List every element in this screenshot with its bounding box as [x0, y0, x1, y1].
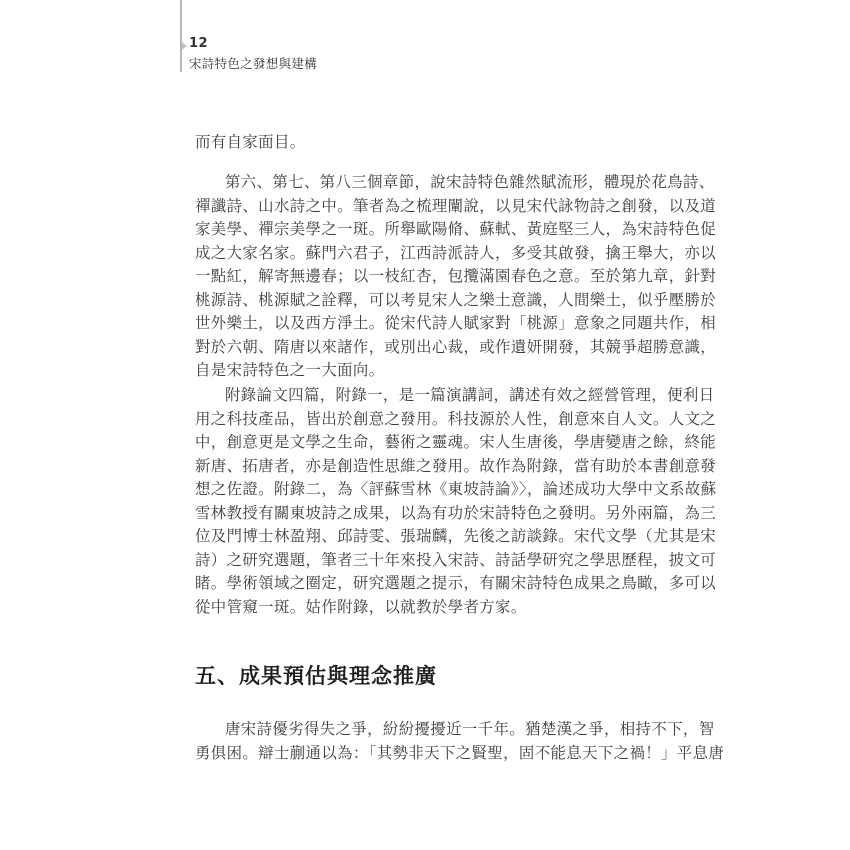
text-line: 詩）之研究選題，筆者三十年來投入宋詩、詩話學研究之學思歷程，披文可	[195, 550, 717, 569]
text-line: 睹。學術領域之圈定，研究選題之提示，有關宋詩特色成果之鳥瞰，多可以	[195, 574, 717, 592]
text-line: 想之佐證。附錄二，為〈評蘇雪林《東坡詩論》〉，論述成功大學中文系故蘇	[195, 480, 717, 498]
text-line: 第六、第七、第八三個章節，說宋詩特色雜然賦流形，體現於花鳥詩、	[225, 173, 715, 191]
text-line: 位及門博士林盈翔、邱詩雯、張瑞麟，先後之訪談錄。宋代文學（尤其是宋	[195, 527, 717, 545]
text-line: 成之大家名家。蘇門六君子，江西詩派詩人，多受其啟發，擒王舉大，亦以	[195, 243, 717, 262]
paragraph-section-intro	[195, 718, 725, 765]
page-number: 12	[189, 36, 209, 51]
text-line: 新唐、拓唐者，亦是創造性思維之發用。故作為附錄，當有助於本書創意發	[195, 456, 717, 475]
running-title: 宋詩特色之發想與建構	[189, 56, 318, 71]
paragraph-chapters	[195, 171, 717, 383]
text-line: 世外樂土，以及西方淨土。從宋代詩人賦家對「桃源」意象之同題共作，相	[195, 314, 717, 332]
paragraph-continuation	[195, 131, 675, 155]
margin-rule	[180, 0, 182, 72]
section-heading: 五、成果預估與理念推廣	[195, 664, 437, 688]
text-line: 中，創意更是文學之生命，藝術之靈魂。宋人生唐後，學唐變唐之餘，終能	[195, 433, 717, 451]
paragraph-appendix	[195, 384, 717, 619]
text-line: 雪林教授有關東坡詩之成果，以為有功於宋詩特色之發明。另外兩篇，為三	[195, 503, 717, 522]
text-line: 禪讖詩、山水詩之中。筆者為之梳理闡說，以見宋代詠物詩之創發，以及道	[195, 196, 717, 215]
text-line: 勇俱困。辯士蒯通以為：「其勢非天下之賢聖，固不能息天下之禍！」平息唐	[195, 743, 725, 762]
text-line: 從中管窺一斑。姑作附錄，以就教於學者方家。	[195, 597, 527, 616]
text-line: 唐宋詩優劣得失之爭，紛紛擾擾近一千年。猶楚漢之爭，相持不下，智	[225, 720, 715, 738]
text-line: 對於六朝、隋唐以來諸作，或別出心裁，或作遺妍開發，其競爭超勝意識，	[195, 337, 717, 356]
text-line: 桃源詩、桃源賦之詮釋，可以考見宋人之樂土意識，人間樂土，似乎壓勝於	[195, 290, 717, 309]
text-line: 附錄論文四篇，附錄一，是一篇演講詞，講述有效之經營管理，便利日	[225, 386, 715, 404]
text-line: 用之科技產品，皆出於創意之發用。科技源於人性，創意來自人文。人文之	[195, 409, 717, 428]
text-line: 家美學、禪宗美學之一斑。所舉歐陽脩、蘇軾、黃庭堅三人，為宋詩特色促	[195, 220, 717, 238]
page-marker-icon	[182, 42, 187, 50]
text-line: 而有自家面目。	[195, 133, 306, 151]
text-line: 一點紅，解寄無邊春；以一枝紅杏，包攬滿園春色之意。至於第九章，針對	[195, 267, 717, 285]
text-line: 自是宋詩特色之一大面向。	[195, 361, 385, 379]
